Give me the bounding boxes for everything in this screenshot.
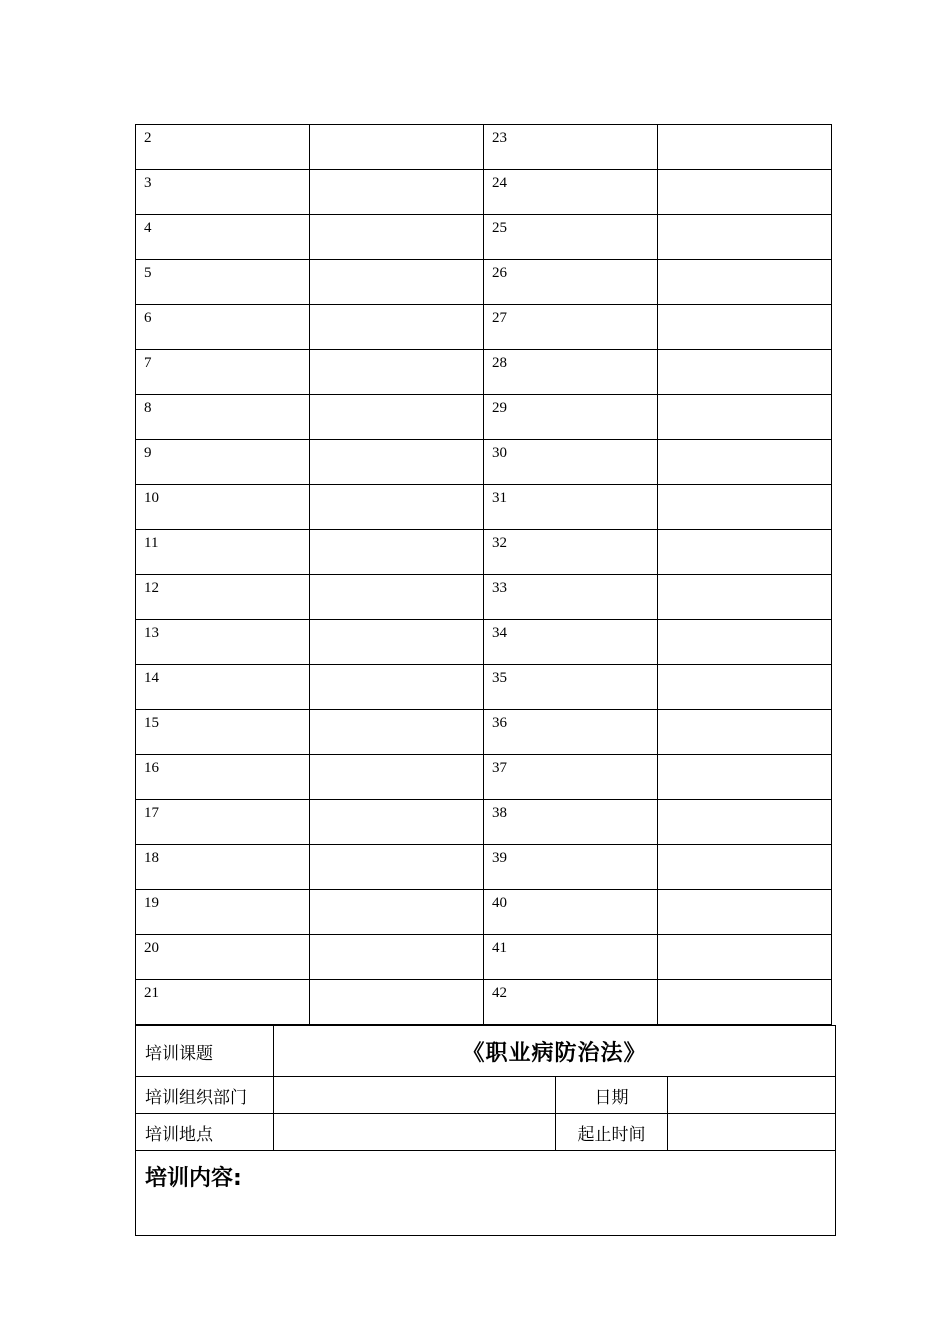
right-number-cell: 34 — [484, 620, 658, 665]
left-number-cell: 6 — [136, 305, 310, 350]
right-number-cell: 36 — [484, 710, 658, 755]
table-row — [136, 395, 832, 440]
left-name-cell[interactable] — [310, 800, 484, 845]
left-name-cell[interactable] — [310, 935, 484, 980]
right-name-cell[interactable] — [658, 620, 832, 665]
left-number-cell: 16 — [136, 755, 310, 800]
table-row — [136, 575, 832, 620]
right-name-cell[interactable] — [658, 890, 832, 935]
table-row — [136, 890, 832, 935]
topic-label: 培训课题 — [136, 1026, 274, 1077]
left-name-cell[interactable] — [310, 485, 484, 530]
right-name-cell[interactable] — [658, 710, 832, 755]
table-row — [136, 665, 832, 710]
right-name-cell[interactable] — [658, 305, 832, 350]
right-name-cell[interactable] — [658, 395, 832, 440]
left-number-cell: 21 — [136, 980, 310, 1025]
right-number-cell: 31 — [484, 485, 658, 530]
table-row — [136, 350, 832, 395]
right-name-cell[interactable] — [658, 170, 832, 215]
right-name-cell[interactable] — [658, 260, 832, 305]
left-name-cell[interactable] — [310, 440, 484, 485]
left-name-cell[interactable] — [310, 395, 484, 440]
table-row — [136, 125, 832, 170]
right-number-cell: 35 — [484, 665, 658, 710]
table-row — [136, 170, 832, 215]
left-number-cell: 19 — [136, 890, 310, 935]
right-number-cell: 40 — [484, 890, 658, 935]
left-name-cell[interactable] — [310, 665, 484, 710]
left-name-cell[interactable] — [310, 350, 484, 395]
right-name-cell[interactable] — [658, 845, 832, 890]
time-field[interactable] — [668, 1114, 836, 1151]
topic-value: 《职业病防治法》 — [274, 1026, 836, 1077]
right-name-cell[interactable] — [658, 800, 832, 845]
time-label: 起止时间 — [556, 1114, 668, 1151]
right-name-cell[interactable] — [658, 575, 832, 620]
table-row — [136, 800, 832, 845]
table-row — [136, 305, 832, 350]
left-name-cell[interactable] — [310, 980, 484, 1025]
content-label[interactable]: 培训内容: — [136, 1151, 836, 1236]
left-number-cell: 17 — [136, 800, 310, 845]
right-name-cell[interactable] — [658, 125, 832, 170]
table-row — [136, 215, 832, 260]
right-name-cell[interactable] — [658, 440, 832, 485]
table-row — [136, 935, 832, 980]
right-number-cell: 29 — [484, 395, 658, 440]
left-name-cell[interactable] — [310, 845, 484, 890]
right-number-cell: 27 — [484, 305, 658, 350]
right-number-cell: 41 — [484, 935, 658, 980]
dept-row — [136, 1077, 836, 1114]
left-name-cell[interactable] — [310, 710, 484, 755]
right-number-cell: 39 — [484, 845, 658, 890]
left-number-cell: 14 — [136, 665, 310, 710]
left-name-cell[interactable] — [310, 170, 484, 215]
dept-field[interactable] — [274, 1077, 556, 1114]
table-row — [136, 845, 832, 890]
right-number-cell: 38 — [484, 800, 658, 845]
left-name-cell[interactable] — [310, 575, 484, 620]
left-name-cell[interactable] — [310, 890, 484, 935]
right-number-cell: 24 — [484, 170, 658, 215]
right-name-cell[interactable] — [658, 980, 832, 1025]
left-number-cell: 18 — [136, 845, 310, 890]
left-number-cell: 10 — [136, 485, 310, 530]
left-name-cell[interactable] — [310, 755, 484, 800]
right-name-cell[interactable] — [658, 485, 832, 530]
left-number-cell: 2 — [136, 125, 310, 170]
right-number-cell: 25 — [484, 215, 658, 260]
right-number-cell: 37 — [484, 755, 658, 800]
table-row — [136, 530, 832, 575]
right-number-cell: 32 — [484, 530, 658, 575]
content-row — [136, 1151, 836, 1236]
left-name-cell[interactable] — [310, 260, 484, 305]
location-label: 培训地点 — [136, 1114, 274, 1151]
left-name-cell[interactable] — [310, 530, 484, 575]
left-number-cell: 15 — [136, 710, 310, 755]
right-number-cell: 33 — [484, 575, 658, 620]
right-number-cell: 26 — [484, 260, 658, 305]
table-row — [136, 620, 832, 665]
right-name-cell[interactable] — [658, 935, 832, 980]
left-number-cell: 13 — [136, 620, 310, 665]
left-number-cell: 4 — [136, 215, 310, 260]
right-name-cell[interactable] — [658, 215, 832, 260]
attendance-table-body — [136, 125, 832, 1025]
table-row — [136, 980, 832, 1025]
table-row — [136, 710, 832, 755]
left-number-cell: 3 — [136, 170, 310, 215]
date-label: 日期 — [556, 1077, 668, 1114]
left-number-cell: 20 — [136, 935, 310, 980]
left-number-cell: 5 — [136, 260, 310, 305]
table-row — [136, 260, 832, 305]
attendance-table — [135, 124, 832, 1025]
left-number-cell: 7 — [136, 350, 310, 395]
left-number-cell: 8 — [136, 395, 310, 440]
left-number-cell: 11 — [136, 530, 310, 575]
location-row — [136, 1114, 836, 1151]
topic-row — [136, 1026, 836, 1077]
date-field[interactable] — [668, 1077, 836, 1114]
left-name-cell[interactable] — [310, 215, 484, 260]
table-row — [136, 755, 832, 800]
right-name-cell[interactable] — [658, 350, 832, 395]
table-row — [136, 440, 832, 485]
training-info-table — [135, 1025, 836, 1236]
right-number-cell: 30 — [484, 440, 658, 485]
right-name-cell[interactable] — [658, 665, 832, 710]
left-number-cell: 12 — [136, 575, 310, 620]
right-name-cell[interactable] — [658, 755, 832, 800]
document-sheet — [135, 124, 835, 1236]
right-number-cell: 42 — [484, 980, 658, 1025]
left-number-cell: 9 — [136, 440, 310, 485]
right-number-cell: 23 — [484, 125, 658, 170]
table-row — [136, 485, 832, 530]
left-name-cell[interactable] — [310, 305, 484, 350]
right-name-cell[interactable] — [658, 530, 832, 575]
location-field[interactable] — [274, 1114, 556, 1151]
left-name-cell[interactable] — [310, 125, 484, 170]
right-number-cell: 28 — [484, 350, 658, 395]
dept-label: 培训组织部门 — [136, 1077, 274, 1114]
left-name-cell[interactable] — [310, 620, 484, 665]
